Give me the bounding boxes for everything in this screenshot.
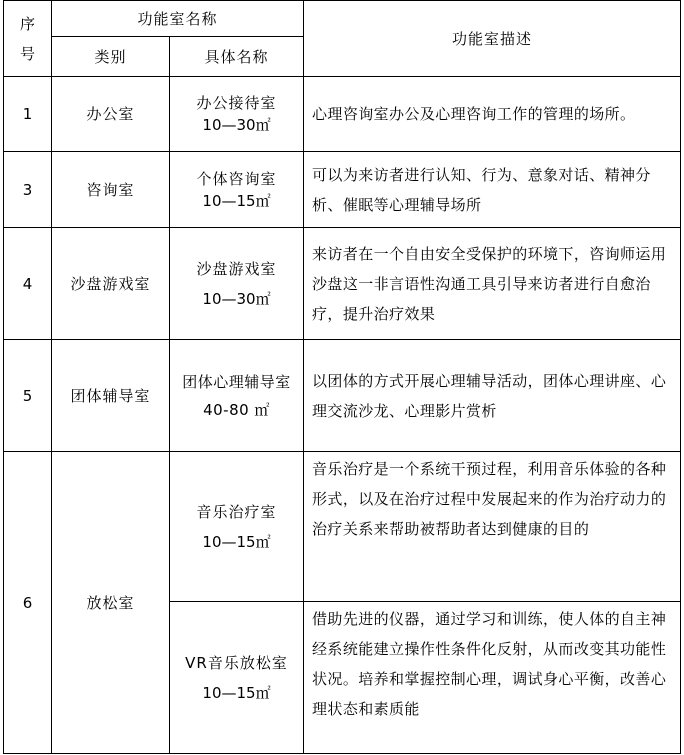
table-row <box>4 452 681 602</box>
header-row-1 <box>4 1 681 37</box>
row-room-name <box>170 602 304 754</box>
row-room-name <box>170 77 304 152</box>
room-name: 办公接待室 <box>196 94 277 112</box>
room-name: 音乐治疗室 <box>196 502 277 521</box>
row-seq: 1 <box>4 77 52 152</box>
header-specific-name: 具体名称 <box>170 37 304 77</box>
room-area: 10—30㎡ <box>202 116 271 134</box>
row-description: 借助先进的仪器，通过学习和训练，使人体的自主神经系统能建立操作性条件化反射，从而改变其功能性状况。培养和掌握控制心理，调试身心平衡，改善心理状态和素质能 <box>304 602 681 754</box>
table-row <box>4 152 681 228</box>
room-name: 团体心理辅导室40-80 ㎡ <box>182 372 291 419</box>
table-row <box>4 228 681 340</box>
row-room-name <box>170 452 304 602</box>
row-room-name <box>170 340 304 452</box>
header-seq-label: 序号 <box>19 14 35 63</box>
row-seq: 6 <box>4 452 52 754</box>
row-category: 放松室 <box>52 452 170 754</box>
table-row <box>4 77 681 152</box>
row-seq: 3 <box>4 152 52 228</box>
table-row <box>4 340 681 452</box>
row-description: 来访者在一个自由安全受保护的环境下，咨询师运用沙盘这一非言语性沟通工具引导来访者进行自愈治疗，提升治疗效果 <box>304 228 681 340</box>
room-area: 10—15㎡ <box>202 191 271 210</box>
header-seq <box>4 1 52 77</box>
room-area: 10—15㎡ <box>202 683 271 702</box>
row-description: 音乐治疗是一个系统干预过程，利用音乐体验的各种形式，以及在治疗过程中发展起来的作为治疗动力的治疗关系来帮助被帮助者达到健康的目的 <box>304 452 681 602</box>
row-description: 可以为来访者进行认知、行为、意象对话、精神分析、催眠等心理辅导场所 <box>304 152 681 228</box>
header-room-name-group: 功能室名称 <box>52 1 304 37</box>
row-description: 心理咨询室办公及心理咨询工作的管理的场所。 <box>304 77 681 152</box>
room-name: 个体咨询室 <box>196 169 277 188</box>
row-seq: 4 <box>4 228 52 340</box>
row-category: 沙盘游戏室 <box>52 228 170 340</box>
header-description: 功能室描述 <box>304 1 681 77</box>
room-area: 10—30㎡ <box>202 289 271 308</box>
row-seq: 5 <box>4 340 52 452</box>
row-category: 咨询室 <box>52 152 170 228</box>
row-category: 团体辅导室 <box>52 340 170 452</box>
room-area: 10—15㎡ <box>202 532 271 551</box>
room-name: 沙盘游戏室 <box>196 259 277 278</box>
room-name: VR音乐放松室 <box>185 653 288 672</box>
header-category: 类别 <box>52 37 170 77</box>
row-room-name <box>170 152 304 228</box>
row-room-name <box>170 228 304 340</box>
row-category: 办公室 <box>52 77 170 152</box>
row-description: 以团体的方式开展心理辅导活动，团体心理讲座、心理交流沙龙、心理影片赏析 <box>304 340 681 452</box>
function-room-table <box>3 0 681 754</box>
